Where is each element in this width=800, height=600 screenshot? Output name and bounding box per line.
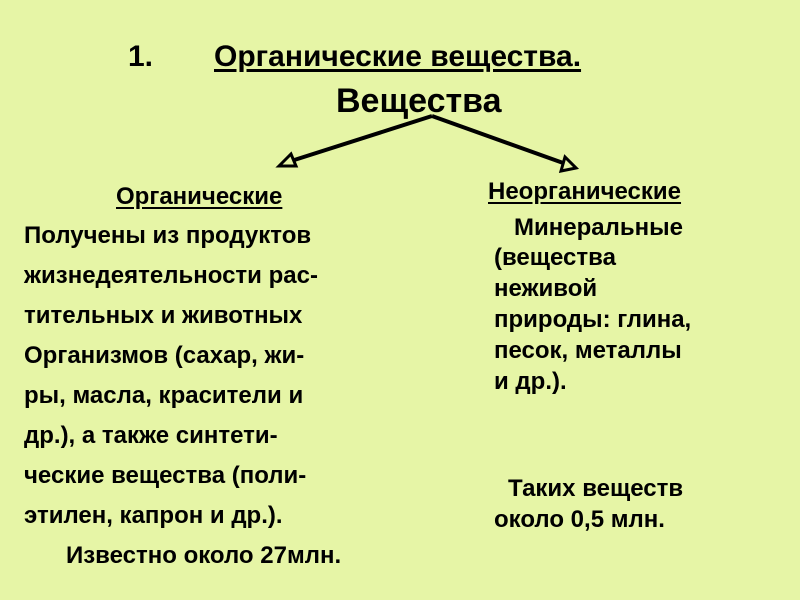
organic-line: Получены из продуктов xyxy=(24,222,312,249)
inorganic-line: (вещества xyxy=(494,244,616,271)
inorganic-title: Неорганические xyxy=(488,178,682,205)
inorganic-line: Минеральные xyxy=(514,214,683,241)
arrow-right-head xyxy=(561,157,576,171)
organic-count: Известно около 27млн. xyxy=(66,542,342,569)
organic-title: Органические xyxy=(116,183,283,210)
arrow-left-head xyxy=(279,154,296,166)
organic-line: тительных и животных xyxy=(24,302,303,329)
organic-line: ческие вещества (поли- xyxy=(24,462,307,489)
arrow-right xyxy=(432,116,576,171)
inorganic-count: около 0,5 млн. xyxy=(494,506,665,533)
organic-line: жизнедеятельности рас- xyxy=(24,262,318,289)
inorganic-count: Таких веществ xyxy=(508,475,684,502)
organic-line: этилен, капрон и др.). xyxy=(24,502,283,529)
organic-line: ры, масла, красители и xyxy=(24,382,304,409)
organic-line: др.), а также синтети- xyxy=(24,422,278,449)
organic-line: Организмов (сахар, жи- xyxy=(24,342,305,369)
root-node-label: Вещества xyxy=(336,82,502,120)
inorganic-line: и др.). xyxy=(494,368,567,395)
inorganic-line: неживой xyxy=(494,275,598,302)
heading-title: Органические вещества. xyxy=(214,40,582,73)
inorganic-line: песок, металлы xyxy=(494,337,682,364)
heading-number: 1. xyxy=(128,40,154,73)
inorganic-line: природы: глина, xyxy=(494,306,692,333)
arrow-left xyxy=(279,116,432,166)
